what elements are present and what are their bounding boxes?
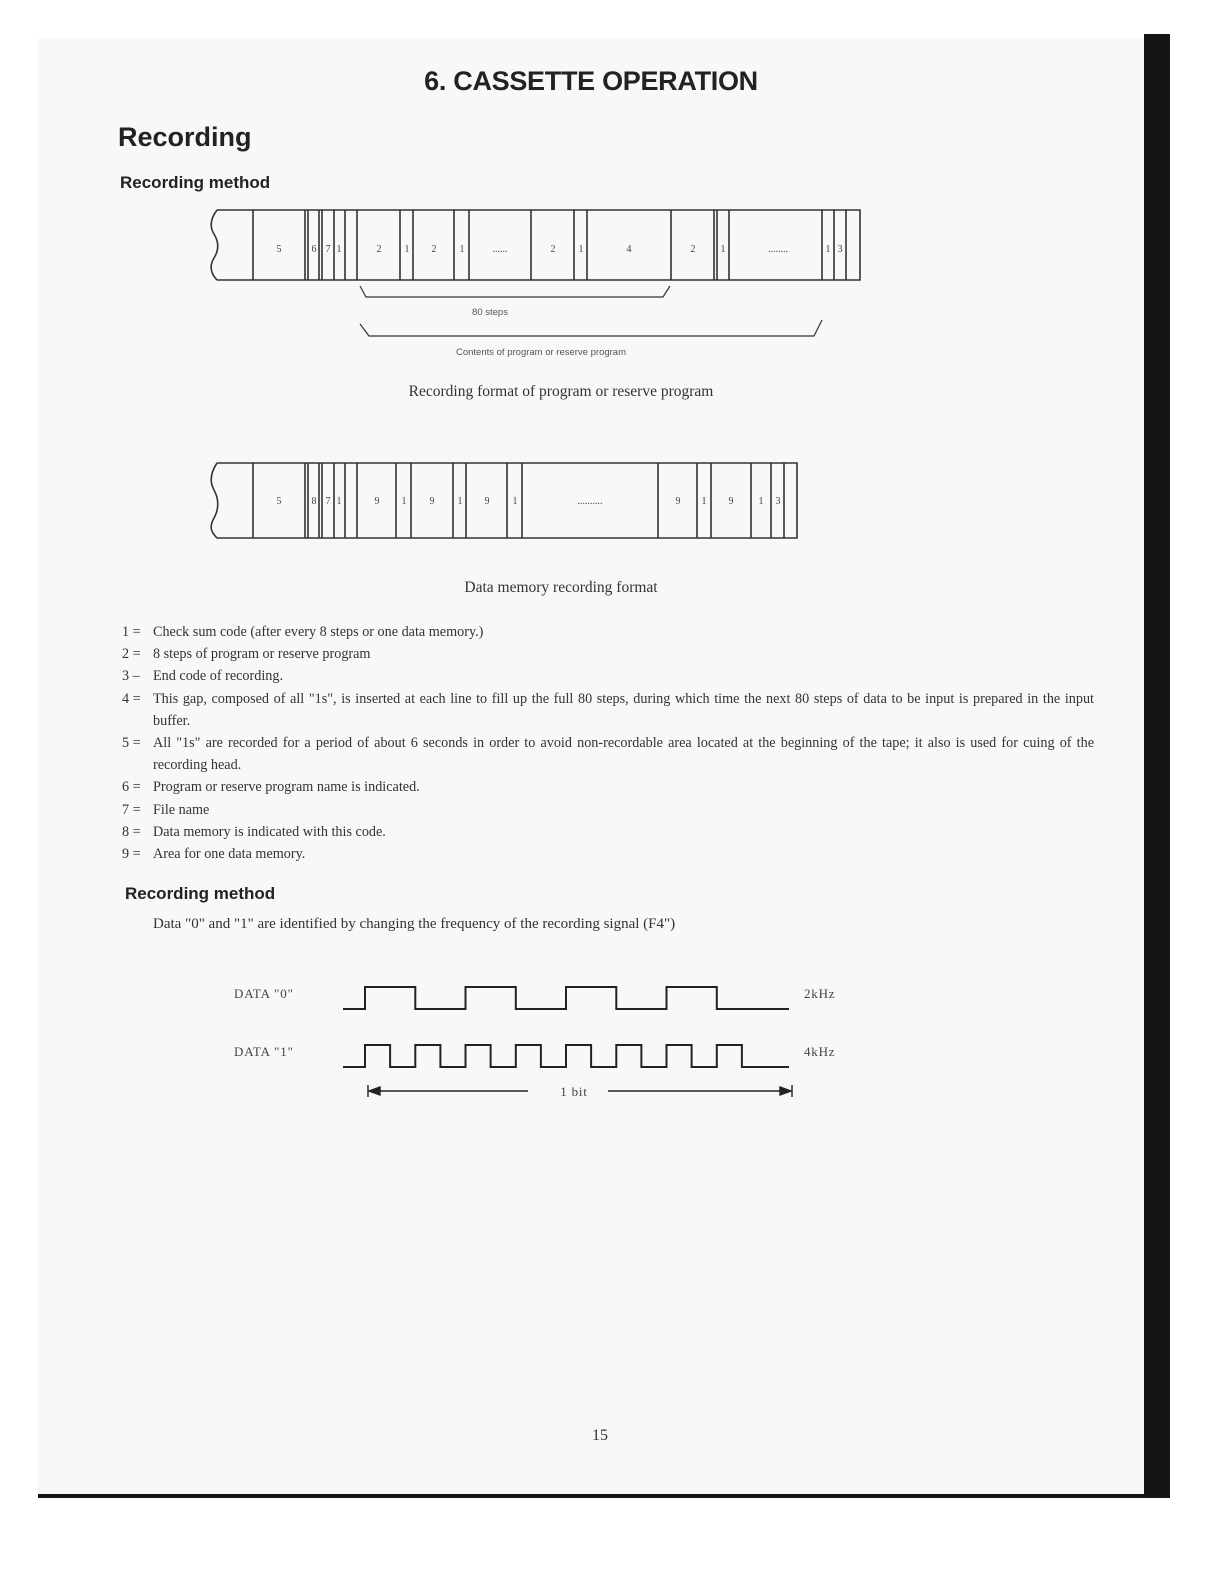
format-cell-label: 4 <box>626 244 632 255</box>
legend-item: 9 = Area for one data memory. <box>122 846 306 863</box>
format-cell-label: 9 <box>728 496 734 507</box>
format-cell-label: 1 <box>459 244 465 255</box>
format-cell-label: 5 <box>276 496 282 507</box>
format-cell-label: 9 <box>374 496 380 507</box>
format-cell-label: 1 <box>512 496 518 507</box>
format-cell-label: 1 <box>404 244 410 255</box>
format-cell-label: 8 <box>311 496 317 507</box>
legend-item: 7 = File name <box>122 801 210 818</box>
format-cell-label: 1 <box>401 496 407 507</box>
format-cell-label: 2 <box>550 244 556 255</box>
legend-item: 2 = 8 steps of program or reserve program <box>122 646 371 663</box>
legend-item: 3 – End code of recording. <box>122 668 284 685</box>
format-cell-label: 1 <box>758 496 764 507</box>
format-cell-label: 2 <box>431 244 437 255</box>
brace-label-80-steps: 80 steps <box>472 307 508 318</box>
data0-label: DATA "0" <box>234 986 294 1001</box>
page-bottom-edge <box>38 1494 1170 1498</box>
format-cell-label: 1 <box>578 244 584 255</box>
format-cell-label: 9 <box>429 496 435 507</box>
data1-label: DATA "1" <box>234 1044 294 1059</box>
format-cell-label: 7 <box>325 244 331 255</box>
legend-item: 6 = Program or reserve program name is indicated. <box>122 779 420 796</box>
data0-waveform <box>343 987 789 1009</box>
format-cell-label: 9 <box>484 496 490 507</box>
format-cell-label: 1 <box>720 244 726 255</box>
legend-item: 8 = Data memory is indicated with this code. <box>122 823 386 840</box>
page-edge-shadow <box>1144 34 1170 1498</box>
caption-program-format: Recording format of program or reserve program <box>408 383 714 400</box>
subheading-recording-method-2: Recording method <box>125 884 276 903</box>
format-cell-label: 9 <box>675 496 681 507</box>
format-cell-label: 1 <box>701 496 707 507</box>
format-cell-label: 3 <box>837 244 843 255</box>
legend-item: 5 = All "1s" are recorded for a period of about 6 seconds in order to avoid non-recordable area located at the beginning of the tape; it also is used for cuing of the recording head. <box>122 735 1094 774</box>
format-cell-label: 6 <box>311 244 317 255</box>
manual-page <box>38 38 1144 1496</box>
format-cell-label: .......... <box>577 496 603 507</box>
format-cell-label: 1 <box>457 496 463 507</box>
chapter-title: 6. CASSETTE OPERATION <box>424 66 758 96</box>
data1-waveform <box>343 1045 789 1067</box>
section-title: Recording <box>118 122 252 152</box>
data0-frequency: 2kHz <box>804 986 836 1001</box>
data1-frequency: 4kHz <box>804 1044 836 1059</box>
format-cell-label: 2 <box>376 244 382 255</box>
format-cell-label: 5 <box>276 244 282 255</box>
format-cell-label: 2 <box>690 244 696 255</box>
format-cell-label: 3 <box>775 496 781 507</box>
format-cell-label: 1 <box>336 496 342 507</box>
format-cell-label: 7 <box>325 496 331 507</box>
format-cell-label: ........ <box>768 244 788 255</box>
format-cell-label: ...... <box>492 244 508 255</box>
subheading-recording-method: Recording method <box>120 173 271 192</box>
signal-note: Data "0" and "1" are identified by changing the frequency of the recording signal (F4") <box>153 916 676 932</box>
format-cell-label: 1 <box>825 244 831 255</box>
format-cell-label: 1 <box>336 244 342 255</box>
legend-item: 1 = Check sum code (after every 8 steps or one data memory.) <box>122 624 484 640</box>
legend-item: 4 = This gap, composed of all "1s", is inserted at each line to fill up the full 80 steps, during which time the next 80 steps of data to be input is prepared in the input buffer. <box>122 690 1094 729</box>
caption-data-memory-format: Data memory recording format <box>464 579 658 596</box>
brace-label-contents: Contents of program or reserve program <box>455 347 627 358</box>
bit-label: 1 bit <box>560 1084 588 1099</box>
page-number: 15 <box>592 1427 608 1444</box>
signal-waveform-diagram <box>38 38 1144 1138</box>
